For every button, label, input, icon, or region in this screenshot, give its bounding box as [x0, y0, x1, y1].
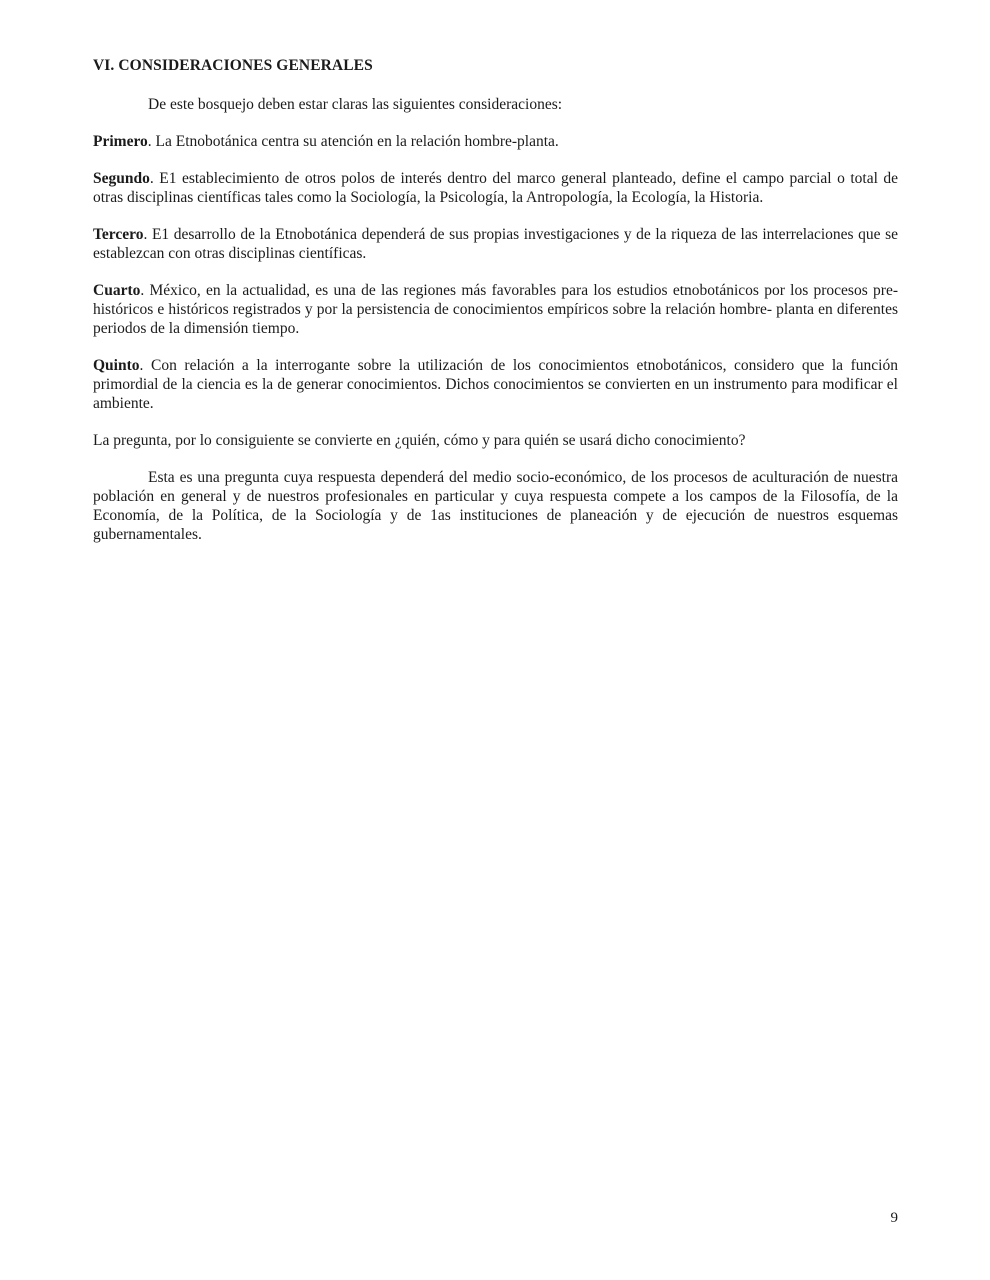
paragraph-lead: Tercero: [93, 226, 144, 243]
paragraph-text: . Con relación a la interrogante sobre la utilización de los conocimientos etnobotánicos, considero que la función primordial de la ciencia es la de generar conocimientos. Dichos conocimientos se convierten en un instrumento para modificar el ambiente.: [93, 357, 898, 412]
paragraph-intro: [93, 95, 898, 114]
paragraph-text: . E1 desarrollo de la Etnobotánica dependerá de sus propias investigaciones y de la riqueza de las interrelaciones que se establezcan con otras disciplinas científicas.: [93, 226, 898, 262]
paragraph-lead: Primero: [93, 133, 148, 150]
paragraph-text: La pregunta, por lo consiguiente se convierte en ¿quién, cómo y para quién se usará dicho conocimiento?: [93, 432, 746, 449]
paragraph-lead: Segundo: [93, 170, 150, 187]
paragraph-cuarto: [93, 281, 898, 338]
paragraph-text: Esta es una pregunta cuya respuesta dependerá del medio socio-económico, de los procesos de aculturación de nuestra población en general y de nuestros profesionales en particular y cuya respuesta compete a los campos de la Filosofía, de la Economía, de la Política, de la Sociología y de 1as instituciones de planeación y de ejecución de nuestros esquemas gubernamentales.: [93, 469, 898, 543]
paragraph-quinto: [93, 356, 898, 413]
section-heading: VI. CONSIDERACIONES GENERALES: [93, 57, 373, 74]
paragraph-text: . E1 establecimiento de otros polos de interés dentro del marco general planteado, define el campo parcial o total de otras disciplinas científicas tales como la Sociología, la Psicología, la Antropología, la Ecología, la Historia.: [93, 170, 898, 206]
page-number: 9: [890, 1210, 898, 1226]
paragraph-la-pregunta: [93, 431, 898, 450]
paragraph-lead: Quinto: [93, 357, 140, 374]
page-content: [93, 57, 898, 562]
paragraph-tercero: [93, 225, 898, 263]
paragraph-text: . México, en la actualidad, es una de las regiones más favorables para los estudios etnobotánicos por los procesos pre-históricos e históricos registrados y por la persistencia de conocimientos empíricos sobre la relación hombre- planta en diferentes periodos de la dimensión tiempo.: [93, 282, 898, 337]
paragraph-lead: Cuarto: [93, 282, 141, 299]
paragraph-primero: [93, 132, 898, 151]
paragraph-text: . La Etnobotánica centra su atención en la relación hombre-planta.: [147, 133, 559, 150]
paragraph-text: De este bosquejo deben estar claras las siguientes consideraciones:: [148, 96, 563, 113]
paragraph-conclusion: [93, 468, 898, 544]
paragraph-segundo: [93, 169, 898, 207]
